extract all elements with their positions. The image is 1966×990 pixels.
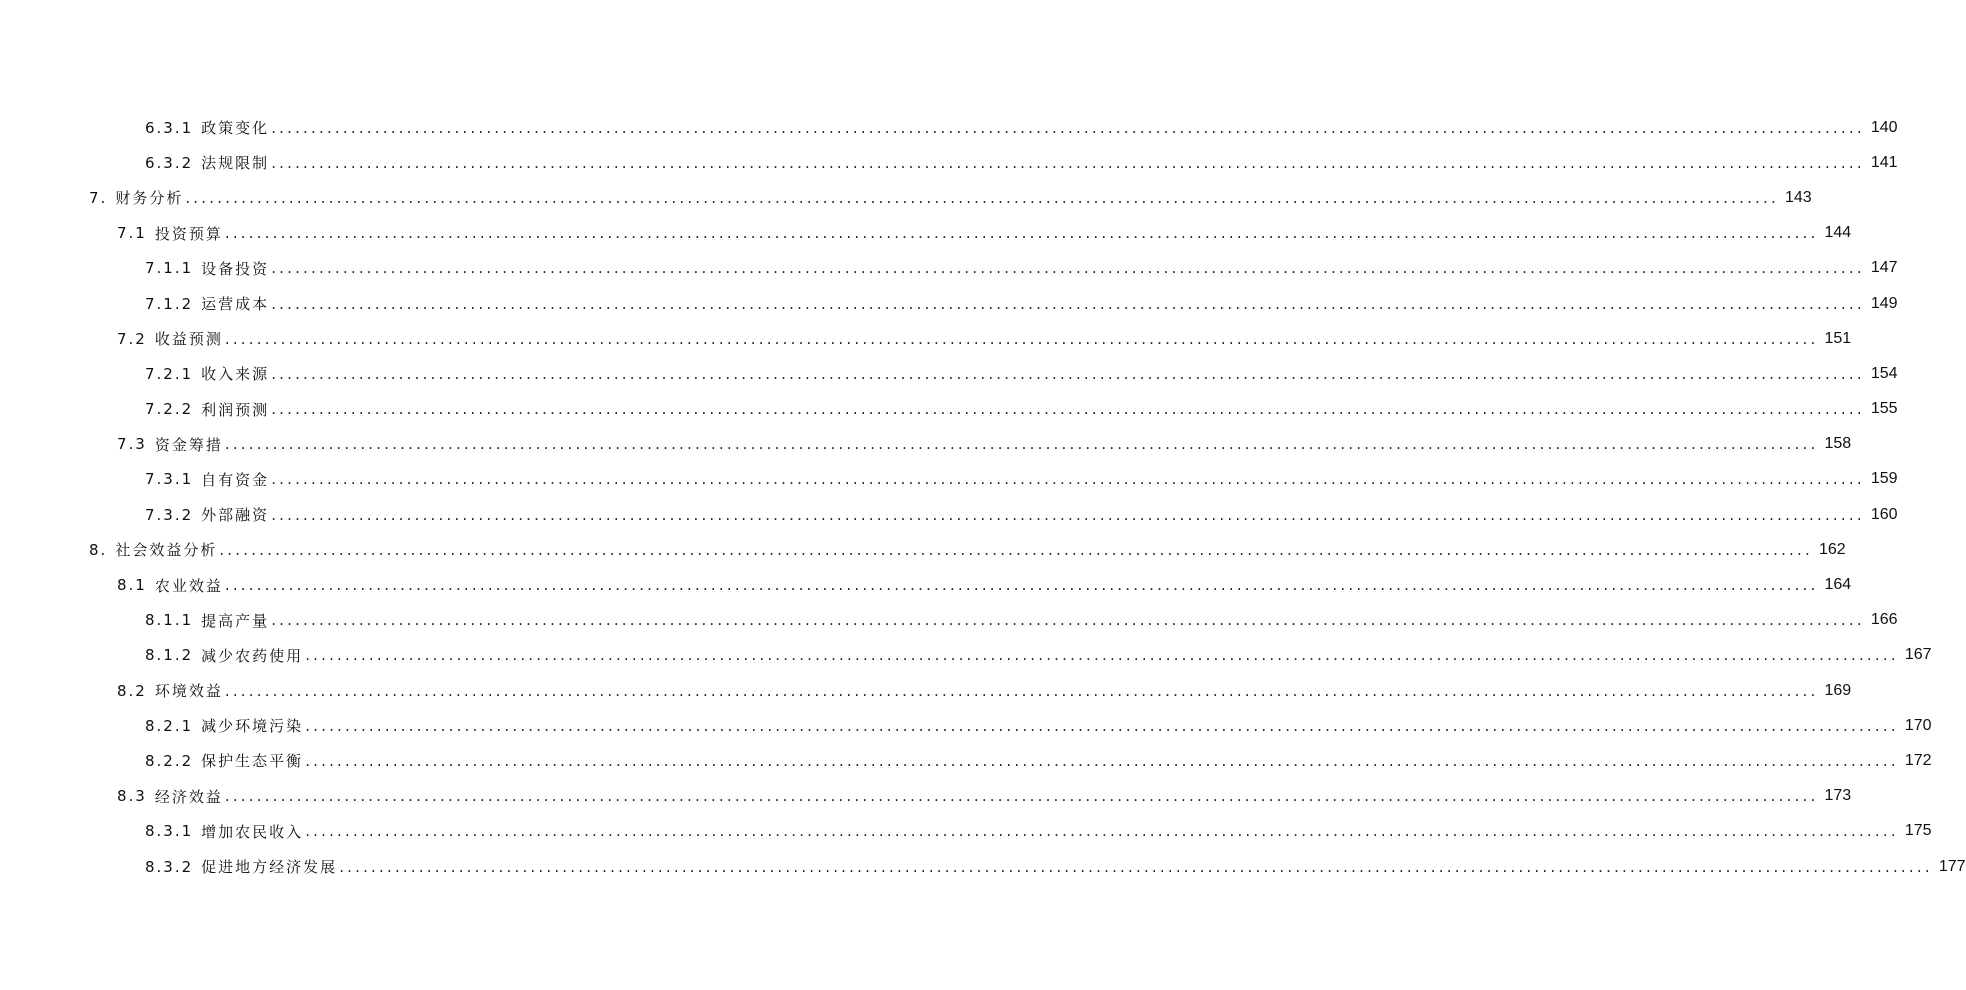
toc-entry-title: 投资预算 bbox=[154, 224, 223, 243]
toc-entry-number: 6.3.2 bbox=[145, 153, 194, 172]
toc-entry[interactable] bbox=[0, 110, 1898, 145]
toc-leader-dots: ........................................................................................................................................................................................................ bbox=[271, 611, 1865, 630]
toc-entry[interactable] bbox=[0, 356, 1898, 391]
toc-leader-dots: ........................................................................................................................................................................................................ bbox=[224, 681, 1819, 700]
toc-entry-title: 促进地方经济发展 bbox=[201, 858, 338, 877]
toc-entry-number: 6.3.1 bbox=[145, 118, 194, 137]
toc-entry-page-number: 151 bbox=[1824, 329, 1852, 347]
toc-entry[interactable] bbox=[0, 814, 1932, 849]
toc-entry-page-number: 158 bbox=[1824, 435, 1852, 453]
toc-entry-title: 经济效益 bbox=[154, 787, 223, 806]
toc-entry[interactable] bbox=[0, 286, 1898, 321]
toc-entry-page-number: 143 bbox=[1784, 188, 1812, 206]
toc-entry-page-number: 167 bbox=[1904, 646, 1932, 664]
toc-entry-page-number: 147 bbox=[1870, 259, 1898, 277]
toc-entry-number: 7.3 bbox=[117, 435, 147, 454]
toc-entry[interactable] bbox=[0, 532, 1846, 567]
toc-entry-title: 自有资金 bbox=[201, 470, 270, 489]
toc-entry[interactable] bbox=[0, 638, 1932, 673]
toc-leader-dots: ........................................................................................................................................................................................................ bbox=[224, 576, 1819, 595]
toc-entry[interactable] bbox=[0, 743, 1932, 778]
toc-entry-number: 7.3.2 bbox=[145, 505, 194, 524]
toc-entry[interactable] bbox=[0, 462, 1898, 497]
toc-entry-number: 7.1.1 bbox=[145, 259, 194, 278]
toc-entry-number: 8.1 bbox=[117, 576, 147, 595]
toc-entry-page-number: 170 bbox=[1904, 716, 1932, 734]
toc-entry-number: 8. bbox=[89, 540, 108, 559]
toc-leader-dots: ........................................................................................................................................................................................................ bbox=[224, 435, 1819, 454]
toc-leader-dots: ........................................................................................................................................................................................................ bbox=[305, 646, 1899, 665]
toc-entry-number: 8.2 bbox=[117, 681, 147, 700]
toc-leader-dots: ........................................................................................................................................................................................................ bbox=[224, 329, 1819, 348]
toc-entry-page-number: 162 bbox=[1818, 540, 1846, 558]
toc-entry-number: 8.1.1 bbox=[145, 611, 194, 630]
toc-leader-dots: ........................................................................................................................................................................................................ bbox=[271, 364, 1865, 383]
toc-entry-page-number: 166 bbox=[1870, 611, 1898, 629]
toc-entry-title: 收入来源 bbox=[201, 365, 270, 384]
toc-leader-dots: ........................................................................................................................................................................................................ bbox=[305, 751, 1899, 770]
toc-entry[interactable] bbox=[0, 567, 1852, 602]
toc-entry[interactable] bbox=[0, 779, 1852, 814]
toc-entry[interactable] bbox=[0, 708, 1932, 743]
toc-entry-page-number: 177 bbox=[1938, 857, 1966, 875]
toc-entry-title: 提高产量 bbox=[201, 611, 270, 630]
toc-entry-number: 7.3.1 bbox=[145, 470, 194, 489]
toc-entry[interactable] bbox=[0, 427, 1852, 462]
toc-entry-number: 8.3 bbox=[117, 787, 147, 806]
toc-entry-page-number: 154 bbox=[1870, 364, 1898, 382]
toc-leader-dots: ........................................................................................................................................................................................................ bbox=[271, 118, 1865, 137]
toc-entry-number: 8.2.1 bbox=[145, 716, 194, 735]
toc-entry-page-number: 149 bbox=[1870, 294, 1898, 312]
toc-entry[interactable] bbox=[0, 603, 1898, 638]
toc-leader-dots: ........................................................................................................................................................................................................ bbox=[224, 224, 1819, 243]
toc-entry[interactable] bbox=[0, 849, 1966, 884]
toc-leader-dots: ........................................................................................................................................................................................................ bbox=[271, 153, 1865, 172]
toc-entry-title: 外部融资 bbox=[201, 506, 270, 525]
toc-entry-number: 8.2.2 bbox=[145, 751, 194, 770]
toc-entry-page-number: 144 bbox=[1824, 224, 1852, 242]
toc-entry-number: 7.1 bbox=[117, 224, 147, 243]
toc-entry-page-number: 160 bbox=[1870, 505, 1898, 523]
toc-entry-page-number: 140 bbox=[1870, 118, 1898, 136]
toc-entry-page-number: 175 bbox=[1904, 822, 1932, 840]
toc-entry-number: 8.3.2 bbox=[145, 857, 194, 876]
toc-entry-title: 财务分析 bbox=[115, 189, 184, 208]
toc-entry[interactable] bbox=[0, 180, 1812, 215]
toc-entry[interactable] bbox=[0, 673, 1852, 708]
toc-entry[interactable] bbox=[0, 497, 1898, 532]
toc-leader-dots: ........................................................................................................................................................................................................ bbox=[271, 505, 1865, 524]
toc-entry-title: 利润预测 bbox=[201, 400, 270, 419]
toc-entry-page-number: 173 bbox=[1824, 787, 1852, 805]
toc-entry-number: 8.3.1 bbox=[145, 822, 194, 841]
toc-entry[interactable] bbox=[0, 392, 1898, 427]
toc-entry-title: 社会效益分析 bbox=[115, 541, 218, 560]
toc-entry-page-number: 155 bbox=[1870, 400, 1898, 418]
toc-entry-title: 政策变化 bbox=[201, 119, 270, 138]
toc-leader-dots: ........................................................................................................................................................................................................ bbox=[224, 787, 1819, 806]
toc-entry-number: 7.2.2 bbox=[145, 400, 194, 419]
toc-entry-number: 7. bbox=[89, 188, 108, 207]
toc-leader-dots: ........................................................................................................................................................................................................ bbox=[305, 716, 1899, 735]
toc-leader-dots: ........................................................................................................................................................................................................ bbox=[185, 188, 1779, 207]
toc-entry-number: 7.2 bbox=[117, 329, 147, 348]
toc-entry-number: 7.2.1 bbox=[145, 364, 194, 383]
toc-entry-page-number: 141 bbox=[1870, 153, 1898, 171]
toc-entry[interactable] bbox=[0, 145, 1898, 180]
toc-entry-page-number: 164 bbox=[1824, 576, 1852, 594]
toc-leader-dots: ........................................................................................................................................................................................................ bbox=[339, 857, 1933, 876]
toc-leader-dots: ........................................................................................................................................................................................................ bbox=[219, 540, 1813, 559]
toc-leader-dots: ........................................................................................................................................................................................................ bbox=[271, 470, 1865, 489]
toc-entry-page-number: 172 bbox=[1904, 751, 1932, 769]
toc-entry-title: 减少农药使用 bbox=[201, 646, 304, 665]
toc-entry-title: 农业效益 bbox=[154, 576, 223, 595]
toc-entry-page-number: 159 bbox=[1870, 470, 1898, 488]
toc-leader-dots: ........................................................................................................................................................................................................ bbox=[271, 259, 1865, 278]
toc-entry-title: 法规限制 bbox=[201, 154, 270, 173]
toc-entry[interactable] bbox=[0, 251, 1898, 286]
toc-entry-title: 资金筹措 bbox=[154, 435, 223, 454]
toc-entry-title: 环境效益 bbox=[154, 682, 223, 701]
toc-entry-title: 运营成本 bbox=[201, 295, 270, 314]
table-of-contents bbox=[0, 110, 1966, 884]
toc-entry-title: 收益预测 bbox=[154, 330, 223, 349]
toc-entry-page-number: 169 bbox=[1824, 681, 1852, 699]
toc-entry-title: 保护生态平衡 bbox=[201, 752, 304, 771]
toc-entry-title: 设备投资 bbox=[201, 259, 270, 278]
toc-entry-number: 7.1.2 bbox=[145, 294, 194, 313]
toc-entry-title: 减少环境污染 bbox=[201, 717, 304, 736]
toc-leader-dots: ........................................................................................................................................................................................................ bbox=[305, 822, 1899, 841]
toc-leader-dots: ........................................................................................................................................................................................................ bbox=[271, 400, 1865, 419]
toc-leader-dots: ........................................................................................................................................................................................................ bbox=[271, 294, 1865, 313]
toc-entry-title: 增加农民收入 bbox=[201, 822, 304, 841]
toc-entry[interactable] bbox=[0, 216, 1852, 251]
toc-entry-number: 8.1.2 bbox=[145, 646, 194, 665]
toc-entry[interactable] bbox=[0, 321, 1852, 356]
